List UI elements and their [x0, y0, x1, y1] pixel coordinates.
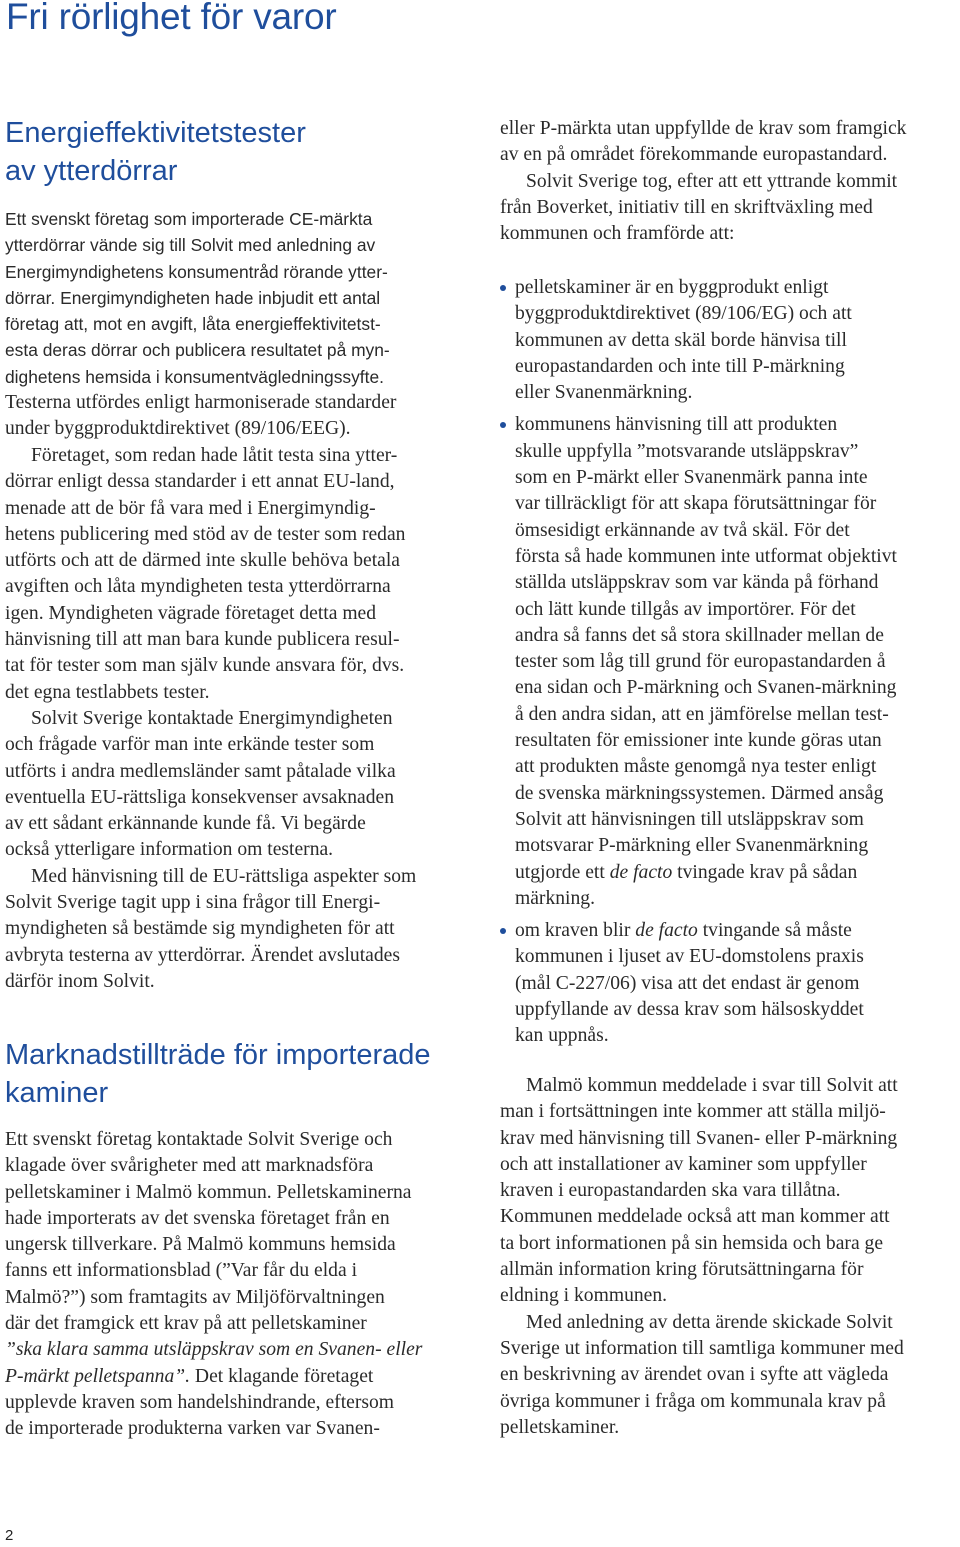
text-line: Ett svenskt företag kontaktade Solvit Sverige och — [5, 1129, 393, 1150]
paragraph-stoves-intro — [5, 1127, 422, 1443]
text-line — [5, 1364, 422, 1390]
italic-quote: ”ska klara samma utsläppskrav som en Svanen- eller — [5, 1339, 423, 1361]
text-line: därför inom Solvit. — [5, 970, 155, 992]
bullet-dot — [500, 928, 506, 934]
text-line: resultaten för emissioner inte kunde göras utan — [515, 730, 882, 752]
text-fragment: tvingade krav på sådan — [672, 861, 858, 883]
text-line: avbryta testerna av ytterdörrar. Ärendet avslutades — [5, 944, 400, 966]
text-line: en beskrivning av ärendet ovan i syfte att vägleda — [500, 1364, 889, 1386]
text-line: företag att, mot en avgift, låta energieffektivitetst- — [5, 314, 381, 335]
text-line: Med anledning av detta ärende skickade Solvit — [526, 1311, 893, 1333]
text-line: allmän information kring förutsättningarna för — [500, 1259, 864, 1281]
text-line: Företaget, som redan hade låtit testa sina ytter- — [31, 445, 398, 466]
bullet-dot — [500, 422, 506, 428]
text-line: Med hänvisning till de EU-rättsliga aspekter som — [31, 865, 417, 887]
text-line: man i fortsättningen inte kommer att ställa miljö- — [500, 1101, 886, 1123]
text-line: eventuella EU-rättsliga konsekvenser avsaknaden — [5, 786, 395, 808]
text-line: övriga kommuner i fråga om kommunala krav på — [500, 1390, 886, 1412]
text-line: Sverige ut information till samtliga kommuner med — [500, 1337, 904, 1359]
text-line: esta deras dörrar och publicera resultatet på myn- — [5, 340, 390, 361]
text-line: kraven i europastandarden ska vara tillåtna. — [500, 1180, 841, 1202]
text-line: där det framgick ett krav på att pelletskaminer — [5, 1313, 367, 1335]
text-line: hade importerats av det svenska företaget från en — [5, 1207, 390, 1229]
text-line: dörrar enligt dessa standarder i ett annat EU-land, — [5, 471, 395, 493]
heading-line: Energieffektivitetstester — [5, 117, 306, 149]
paragraph-malmo-reply — [500, 1073, 904, 1441]
text-line: Malmö kommun meddelade i svar till Solvit att — [526, 1075, 898, 1096]
text-line: Solvit att hänvisningen till utsläppskrav som — [515, 808, 864, 830]
text-line: kommunen i ljuset av EU-domstolens praxis — [515, 946, 864, 968]
text-line: byggproduktdirektivet (89/106/EG) och att — [515, 303, 852, 325]
text-fragment: Det klagande företaget — [190, 1365, 374, 1387]
text-line: ytterdörrar vände sig till Solvit med anledning av — [5, 235, 376, 256]
text-line: ställda utsläppskrav som var kända på förhand — [515, 572, 879, 594]
section-heading-doors — [5, 114, 306, 190]
text-line: uppfyllande av dessa krav som hälsoskyddet — [515, 999, 864, 1021]
text-line: europastandarden och inte till P-märkning — [515, 355, 845, 377]
text-line: Malmö?”) som framtagits av Miljöförvaltningen — [5, 1286, 385, 1308]
paragraph-doors-intro — [5, 206, 396, 443]
text-line: hetens publicering med stöd av de tester som redan — [5, 523, 406, 545]
heading-line: av ytterdörrar — [5, 155, 178, 187]
text-line: de importerade produkterna varken var Svanen- — [5, 1418, 380, 1440]
text-line: kan uppnås. — [515, 1025, 609, 1047]
text-line: av ett sådant erkännande kunde få. Vi begärde — [5, 813, 366, 835]
page-number: 2 — [5, 1527, 14, 1544]
italic-term: de facto — [609, 861, 673, 883]
text-line: menade att de bör få vara med i Energimyndig- — [5, 497, 376, 519]
text-line: det egna testlabbets tester. — [5, 681, 210, 703]
italic-quote: P-märkt pelletspanna”. — [5, 1365, 191, 1387]
text-line: och frågade varför man inte erkände tester som — [5, 734, 375, 756]
text-line: utförts i andra medlemsländer samt påtalade vilka — [5, 760, 396, 782]
text-line: tester som låg till grund för europastandarden å — [515, 651, 886, 673]
text-line: och lätt kunde tillgås av importörer. För det — [515, 598, 856, 620]
text-line: eldning i kommunen. — [500, 1285, 668, 1307]
text-line: andra så fanns det så stora skillnader mellan de — [515, 624, 884, 646]
text-line: utförts och att de därmed inte skulle behöva betala — [5, 550, 401, 572]
text-line: krav med hänvisning till Svanen- eller P-märkning — [500, 1127, 898, 1149]
text-line: Energimyndighetens konsumentråd rörande ytter- — [5, 261, 388, 282]
text-line — [515, 860, 897, 886]
text-line: hänvisning till att man bara kunde publicera resul- — [5, 629, 400, 651]
bullet-item — [500, 918, 897, 1049]
text-line: klagade över svårigheter med att marknadsföra — [5, 1155, 374, 1177]
text-line: ömsesidigt erkännande av två skäl. För det — [515, 519, 850, 541]
text-line: första så hade kommunen inte utformat objektivt — [515, 545, 897, 567]
text-line: pelletskaminer är en byggprodukt enligt — [515, 277, 829, 298]
text-line: Testerna utfördes enligt harmoniserade standarder — [5, 392, 397, 414]
page-title: Fri rörlighet för varor — [6, 0, 337, 37]
bullet-item — [500, 412, 897, 912]
bullet-dot — [500, 285, 506, 291]
text-line: dighetens hemsida i konsumentvägledningssyfte. — [5, 366, 384, 387]
text-fragment: om kraven blir — [515, 920, 636, 942]
paragraph-continued — [500, 116, 906, 247]
heading-line: kaminer — [5, 1077, 109, 1109]
text-line: och att installationer av kaminer som uppfyller — [500, 1153, 867, 1175]
text-line: märkning. — [515, 887, 595, 909]
text-line: ena sidan och P-märkning och Svanen-märkning — [515, 677, 897, 699]
text-line: upplevde kraven som handelshindrande, eftersom — [5, 1391, 395, 1413]
text-line: skulle uppfylla ”motsvarande utsläppskrav” — [515, 440, 859, 462]
text-line: kommunen av detta skäl borde hänvisa till — [515, 329, 847, 351]
text-line: kommunen och framförde att: — [500, 223, 735, 245]
text-line: igen. Myndigheten vägrade företaget detta med — [5, 602, 377, 624]
text-line: avgiften och låta myndigheten testa ytterdörrarna — [5, 576, 391, 598]
text-line: å den andra sidan, att en jämförelse mellan test- — [515, 703, 889, 725]
text-line: som en P-märkt eller Svanenmärk panna inte — [515, 467, 868, 489]
text-line: att produkten måste genomgå nya tester enligt — [515, 756, 877, 778]
text-line: eller Svanenmärkning. — [515, 382, 693, 404]
text-line: under byggproduktdirektivet (89/106/EEG). — [5, 418, 351, 440]
text-line: var tillräckligt för att skapa förutsättningar för — [515, 493, 877, 515]
text-line: (mål C-227/06) visa att det endast är genom — [515, 972, 860, 994]
bullet-list — [500, 275, 897, 1050]
text-line: eller P-märkta utan uppfyllde de krav som framgick — [500, 118, 907, 139]
text-line: motsvarar P-märkning eller Svanenmärkning — [515, 835, 869, 857]
text-line: kommunens hänvisning till att produkten — [515, 414, 838, 436]
text-line: Solvit Sverige tagit upp i sina frågor till Energi- — [5, 892, 381, 914]
text-line: också ytterligare information om testerna. — [5, 839, 334, 861]
text-fragment: utgjorde ett — [515, 861, 610, 883]
text-line: pelletskaminer. — [500, 1416, 620, 1438]
text-line — [515, 918, 897, 944]
heading-line: Marknadstillträde för importerade — [5, 1039, 431, 1071]
bullet-item — [500, 275, 897, 406]
text-line: ta bort informationen på sin hemsida och bara ge — [500, 1232, 884, 1254]
text-line: Solvit Sverige kontaktade Energimyndigheten — [31, 707, 393, 729]
section-heading-stoves — [5, 1036, 431, 1112]
text-line: Ett svenskt företag som importerade CE-märkta — [5, 209, 373, 229]
text-line — [5, 1337, 422, 1363]
italic-term: de facto — [635, 920, 698, 942]
text-line: av en på området förekommande europastandard. — [500, 144, 888, 166]
text-line: myndigheten så bestämde sig myndigheten för att — [5, 918, 395, 940]
text-line: de svenska märkningssystemen. Därmed ansåg — [515, 782, 884, 804]
text-fragment: tvingande så måste — [697, 920, 852, 942]
text-line: tat för tester som man själv kunde ansvara för, dvs. — [5, 655, 405, 677]
paragraph-company-position — [5, 443, 416, 995]
text-line: Kommunen meddelade också att man kommer att — [500, 1206, 890, 1228]
text-line: pelletskaminer i Malmö kommun. Pelletskaminerna — [5, 1181, 412, 1203]
text-line: fanns ett informationsblad (”Var får du elda i — [5, 1260, 358, 1282]
text-line: från Boverket, initiativ till en skriftväxling med — [500, 196, 873, 218]
text-line: dörrar. Energimyndigheten hade inbjudit ett antal — [5, 287, 381, 308]
text-line: ungersk tillverkare. På Malmö kommuns hemsida — [5, 1234, 396, 1256]
text-line: Solvit Sverige tog, efter att ett yttrande kommit — [526, 170, 898, 192]
